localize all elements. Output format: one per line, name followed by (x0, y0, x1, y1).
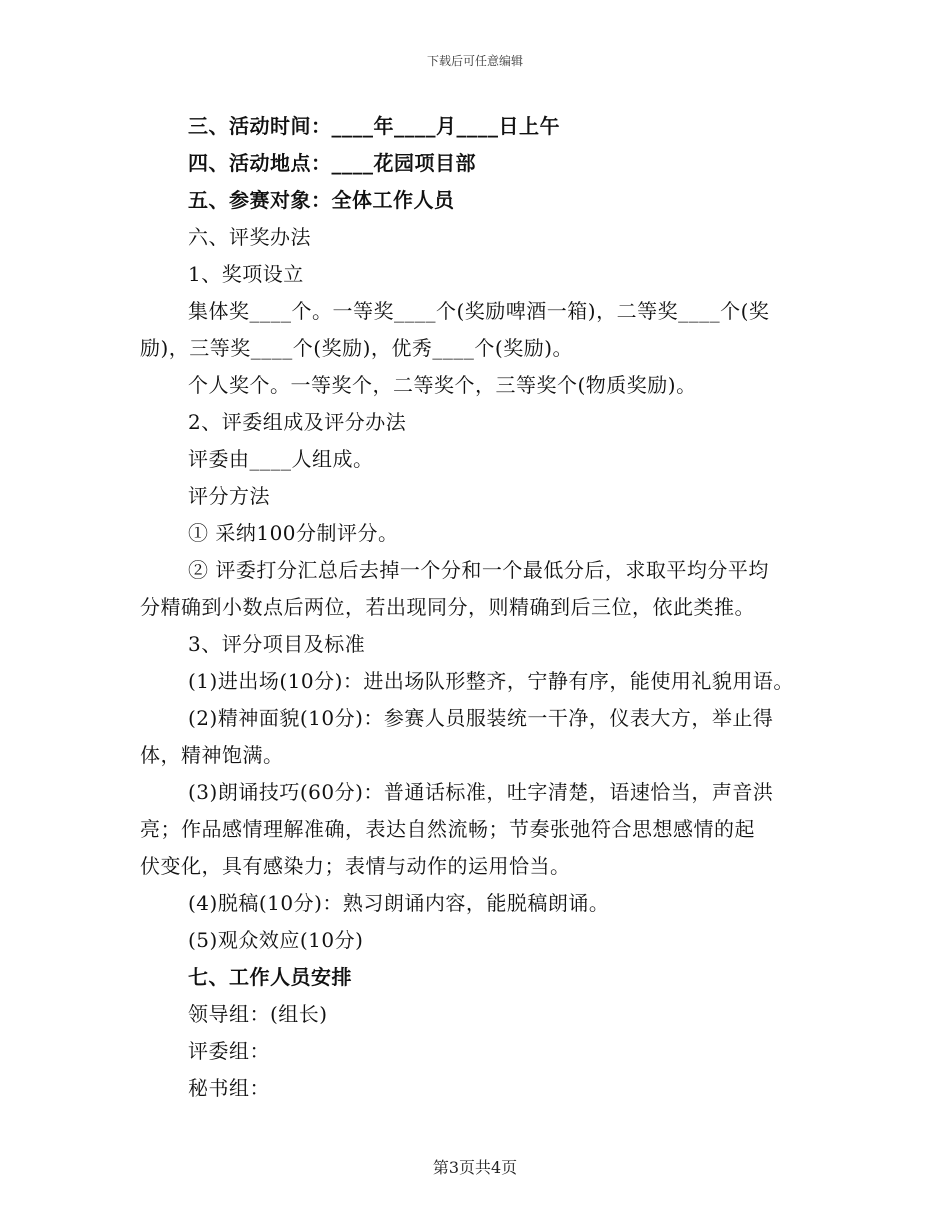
paragraph-line: 七、工作人员安排 (188, 965, 352, 989)
paragraph-line: ① 采纳100分制评分。 (188, 521, 399, 545)
paragraph-line: 四、活动地点：____花园项目部 (188, 151, 476, 175)
paragraph-line: (4)脱稿(10分)：熟习朗诵内容，能脱稿朗诵。 (188, 891, 610, 915)
paragraph-line: 评委由____人组成。 (188, 447, 374, 471)
paragraph-line: ② 评委打分汇总后去掉一个分和一个最低分后，求取平均分平均 (188, 558, 769, 582)
paragraph-line: 个人奖个。一等奖个，二等奖个，三等奖个(物质奖励)。 (188, 373, 697, 397)
paragraph-line: 领导组：(组长) (188, 1002, 328, 1026)
paragraph-line: 分精确到小数点后两位，若出现同分，则精确到后三位，依此类推。 (140, 595, 755, 619)
paragraph-line: 1、奖项设立 (188, 262, 304, 286)
paragraph-line: 三、活动时间：____年____月____日上午 (188, 114, 560, 138)
paragraph-line: 六、评奖办法 (188, 225, 311, 249)
paragraph-line: 体，精神饱满。 (140, 743, 284, 767)
paragraph-line: 2、评委组成及评分办法 (188, 410, 407, 434)
document-body (140, 108, 830, 1107)
paragraph-line: 伏变化，具有感染力；表情与动作的运用恰当。 (140, 854, 571, 878)
paragraph-line: 评委组： (188, 1039, 270, 1063)
paragraph-line: 五、参赛对象：全体工作人员 (188, 188, 455, 212)
paragraph-line: (1)进出场(10分)：进出场队形整齐，宁静有序，能使用礼貌用语。 (188, 669, 794, 693)
paragraph-line: (3)朗诵技巧(60分)：普通话标准，吐字清楚，语速恰当，声音洪 (188, 780, 774, 804)
paragraph-line: 集体奖____个。一等奖____个(奖励啤酒一箱)，二等奖____个(奖 (188, 299, 770, 323)
page-footer: 第3页共4页 (432, 1158, 518, 1177)
paragraph-line: 亮；作品感情理解准确，表达自然流畅；节奏张弛符合思想感情的起 (140, 817, 755, 841)
paragraph-line: (2)精神面貌(10分)：参赛人员服装统一干净，仪表大方，举止得 (188, 706, 774, 730)
paragraph-line: 3、评分项目及标准 (188, 632, 366, 656)
paragraph-line: (5)观众效应(10分) (188, 928, 364, 952)
paragraph-line: 秘书组： (188, 1076, 270, 1100)
page-header: 下载后可任意编辑 (426, 54, 523, 68)
paragraph-line: 励)，三等奖____个(奖励)，优秀____个(奖励)。 (140, 336, 574, 360)
paragraph-line: 评分方法 (188, 484, 270, 508)
